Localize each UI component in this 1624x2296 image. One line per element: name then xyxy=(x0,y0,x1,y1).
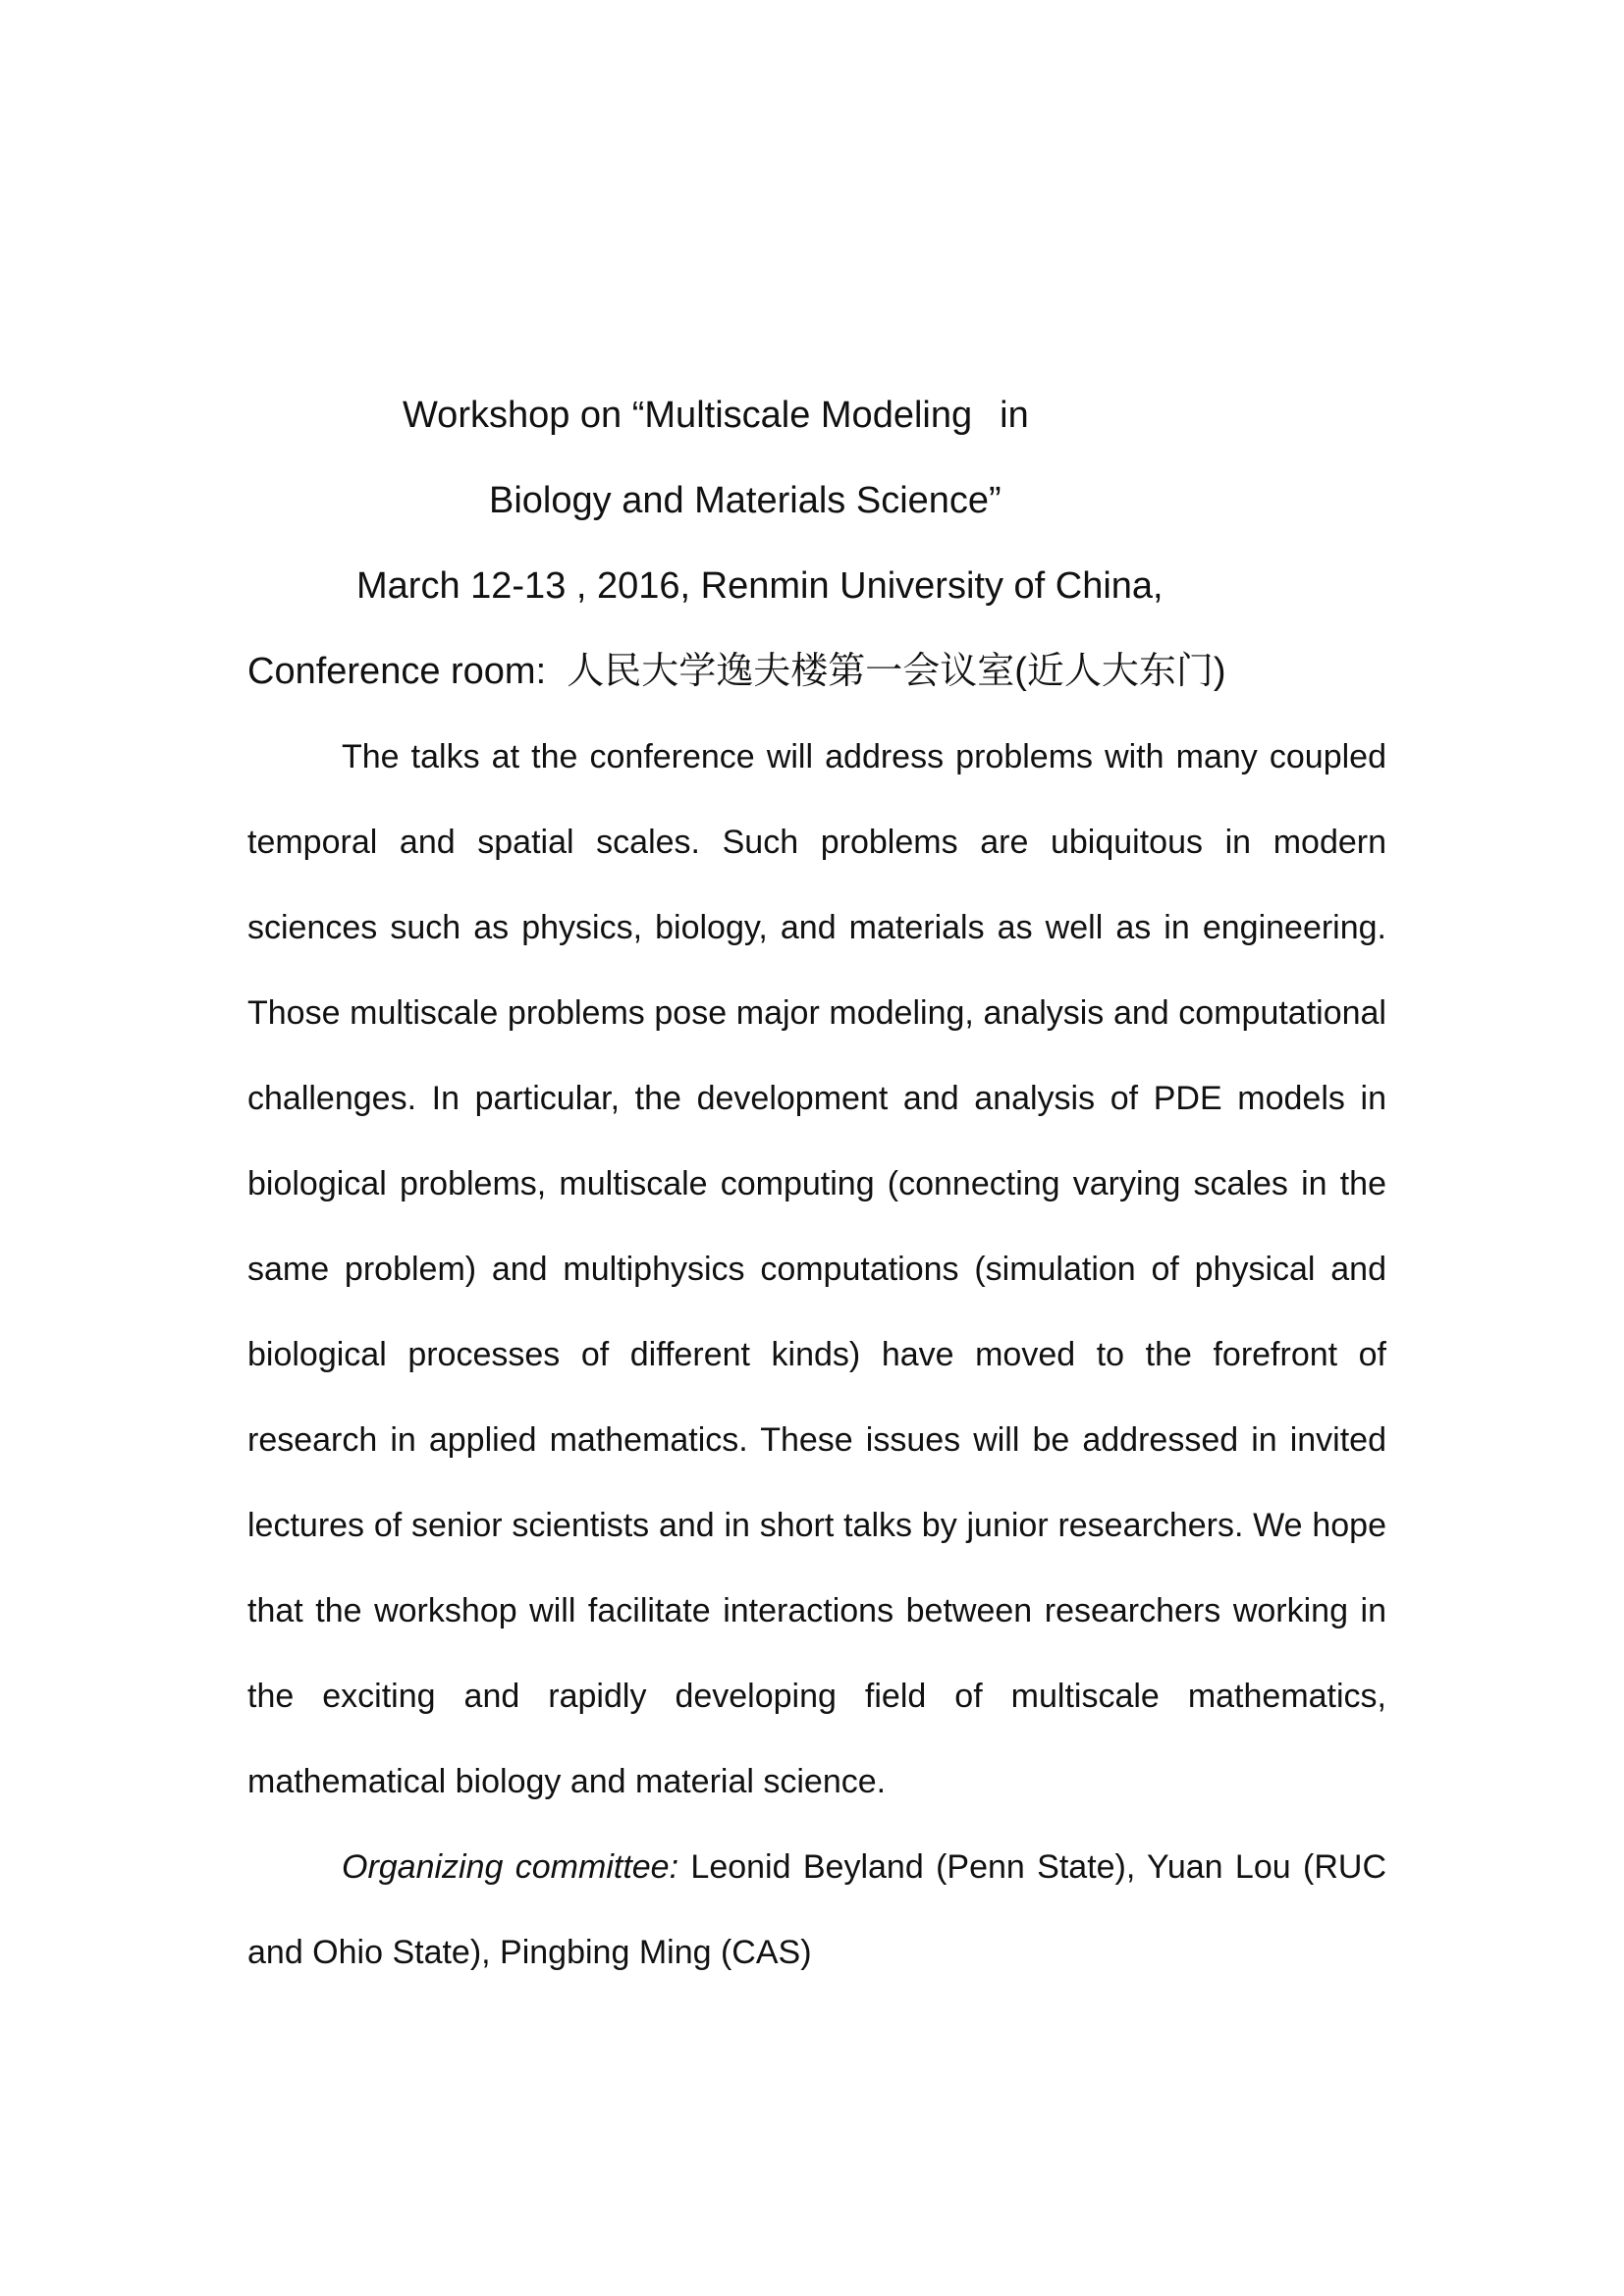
title-line-2: Biology and Materials Science” xyxy=(489,480,1001,521)
organizers-names: Leonid Beyland (Penn State), Yuan Lou (RUC and Ohio State), Pingbing Ming (CAS) xyxy=(247,1848,1386,1971)
venue-line xyxy=(0,629,1624,715)
organizers-label: Organizing committee: xyxy=(342,1848,679,1886)
title-text-b: in xyxy=(1000,395,1029,436)
date-location-line: March 12-13 , 2016, Renmin University of China, xyxy=(356,565,1164,607)
venue-label: Conference room: xyxy=(247,651,547,692)
workshop-header xyxy=(0,373,1624,715)
description-paragraph: The talks at the conference will address problems with many coupled temporal and spatial scales. Such problems are ubiquitous in modern sciences such as physics, biology, and materials as well as in engineering. Those multiscale problems pose major modeling, analysis and computational challenges. In particular, the development and analysis of PDE models in biological problems, multiscale computing (connecting varying scales in the same problem) and multiphysics computations (simulation of physical and biological processes of different kinds) have moved to the forefront of research in applied mathematics. These issues will be addressed in invited lectures of senior scientists and in short talks by junior researchers. We hope that the workshop will facilitate interactions between researchers working in the exciting and rapidly developing field of multiscale mathematics, mathematical biology and material science. xyxy=(247,738,1386,1800)
document-body xyxy=(247,715,1386,1996)
venue-value: 人民大学逸夫楼第一会议室(近人大东门) xyxy=(567,651,1226,692)
title-text-a: Workshop on “Multiscale Modeling xyxy=(403,395,973,436)
title-line-1 xyxy=(0,373,1624,458)
organizing-committee xyxy=(247,1825,1386,1996)
